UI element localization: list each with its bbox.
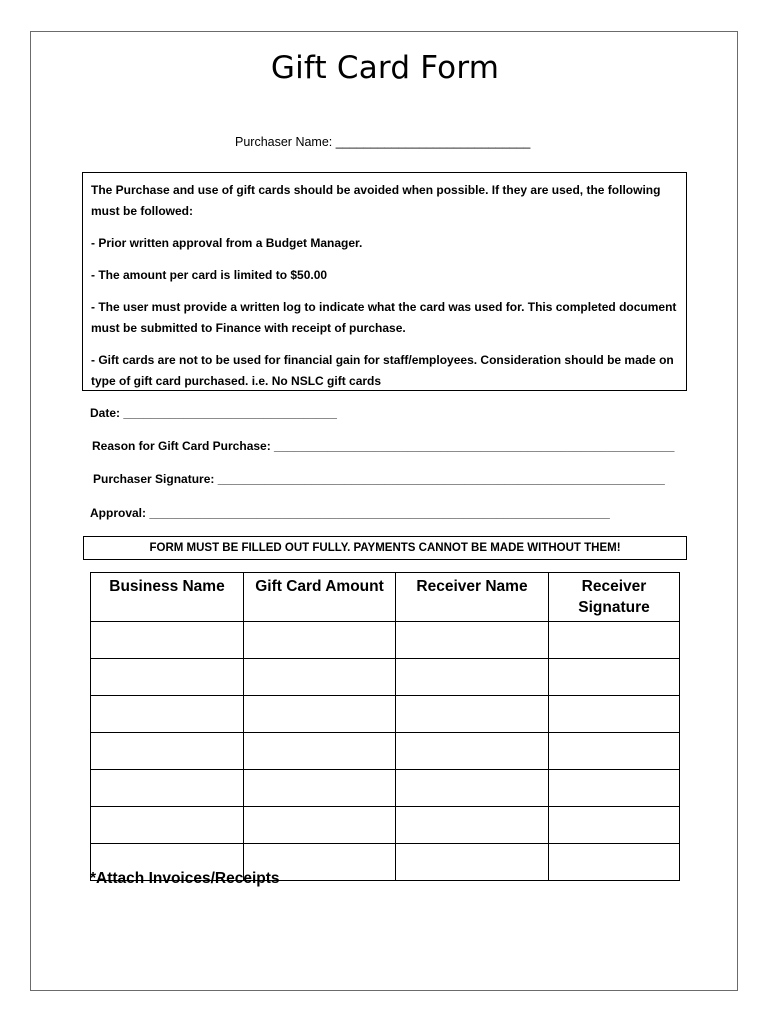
- table-cell[interactable]: [396, 622, 549, 659]
- attach-invoices-note: *Attach Invoices/Receipts: [90, 870, 280, 887]
- rule-written-log: - The user must provide a written log to indicate what the card was used for. This completed document must be submitted to Finance with receipt of purchase.: [91, 300, 677, 335]
- table-row: [91, 807, 680, 844]
- purchaser-name-field[interactable]: Purchaser Name: ____________________________: [235, 135, 531, 149]
- table-cell[interactable]: [396, 696, 549, 733]
- table-cell[interactable]: [244, 807, 396, 844]
- reason-field[interactable]: Reason for Gift Card Purchase: ____________________________________________________________: [92, 439, 675, 453]
- rule-approval: - Prior written approval from a Budget Manager.: [91, 236, 363, 250]
- table-cell[interactable]: [244, 659, 396, 696]
- table-row: [91, 696, 680, 733]
- table-cell[interactable]: [396, 733, 549, 770]
- table-cell[interactable]: [549, 844, 680, 881]
- table-cell[interactable]: [549, 807, 680, 844]
- table-cell[interactable]: [91, 733, 244, 770]
- table-cell[interactable]: [244, 696, 396, 733]
- table-cell[interactable]: [396, 659, 549, 696]
- table-cell[interactable]: [91, 770, 244, 807]
- rules-intro: The Purchase and use of gift cards should be avoided when possible. If they are used, the following must be followed:: [91, 183, 661, 218]
- table-cell[interactable]: [244, 622, 396, 659]
- table-row: [91, 733, 680, 770]
- rules-box: [82, 172, 687, 391]
- table-cell[interactable]: [396, 844, 549, 881]
- table-cell[interactable]: [396, 807, 549, 844]
- table-cell[interactable]: [244, 733, 396, 770]
- date-field[interactable]: Date: ________________________________: [90, 406, 337, 420]
- table-cell[interactable]: [549, 696, 680, 733]
- table-header-row: [91, 573, 680, 622]
- table-row: [91, 659, 680, 696]
- table-cell[interactable]: [91, 807, 244, 844]
- table-cell[interactable]: [549, 622, 680, 659]
- table-cell[interactable]: [396, 770, 549, 807]
- table-cell[interactable]: [549, 733, 680, 770]
- purchaser-signature-field[interactable]: Purchaser Signature: ___________________________________________________________________: [93, 472, 665, 486]
- table-cell[interactable]: [244, 770, 396, 807]
- rule-amount-limit: - The amount per card is limited to $50.00: [91, 268, 328, 282]
- table-cell[interactable]: [91, 622, 244, 659]
- header-receiver-signature: Receiver Signature: [549, 573, 680, 622]
- table-cell[interactable]: [91, 659, 244, 696]
- table-cell[interactable]: [549, 770, 680, 807]
- notice-banner: FORM MUST BE FILLED OUT FULLY. PAYMENTS CANNOT BE MADE WITHOUT THEM!: [83, 536, 687, 560]
- table-row: [91, 770, 680, 807]
- table-cell[interactable]: [91, 696, 244, 733]
- header-gift-card-amount: Gift Card Amount: [244, 573, 396, 622]
- header-business-name: Business Name: [91, 573, 244, 622]
- header-receiver-name: Receiver Name: [396, 573, 549, 622]
- approval-field[interactable]: Approval: _____________________________________________________________________: [90, 506, 610, 520]
- table-row: [91, 622, 680, 659]
- table-cell[interactable]: [549, 659, 680, 696]
- gift-card-table: [90, 572, 680, 881]
- page-title: Gift Card Form: [270, 50, 500, 86]
- rule-no-financial-gain: - Gift cards are not to be used for financial gain for staff/employees. Consideration should be made on type of gift card purchased. i.e. No NSLC gift cards: [91, 353, 674, 388]
